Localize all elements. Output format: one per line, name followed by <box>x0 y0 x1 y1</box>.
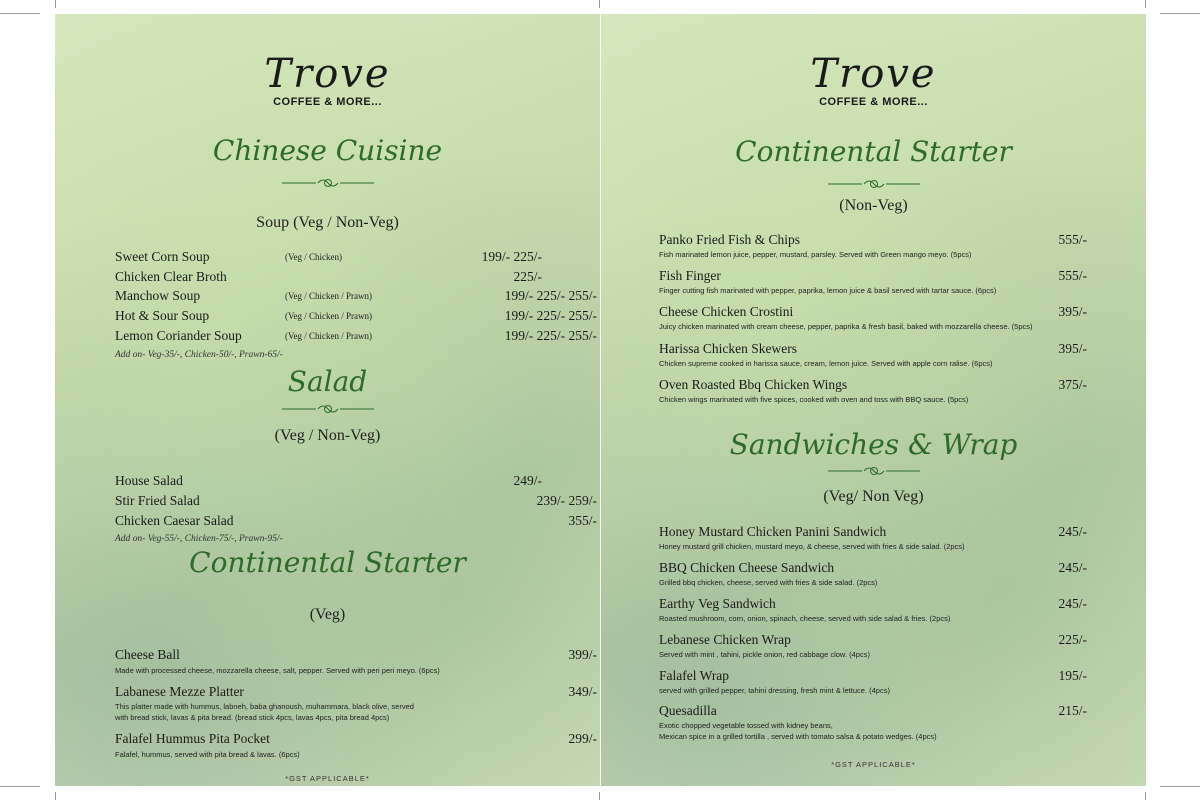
menu-item-name: Cheese Ball <box>115 647 180 662</box>
crop-mark <box>1160 786 1200 787</box>
menu-item-description: Juicy chicken marinated with cream cheese, pepper, paprika & fresh basil, baked with mozzarella cheese. (5pcs) <box>659 322 1033 331</box>
menu-item-price: 245/- <box>1058 524 1087 539</box>
section-heading-continental-veg: Continental Starter <box>189 546 466 579</box>
menu-item-description: Finger cutting fish marinated with pepper, paprika, lemon juice & basil served with tartar sauce. (6pcs) <box>659 286 997 295</box>
menu-item-price: 199/- 225/- 255/- <box>504 308 597 323</box>
crop-mark <box>599 0 600 8</box>
menu-item-description: This platter made with hummus, labneh, baba ghanoush, muhammara, black olive, served <box>115 702 414 711</box>
menu-item-description: Falafel, hummus, served with pita bread & lavas. (6pcs) <box>115 750 300 759</box>
menu-item-options: (Veg / Chicken / Prawn) <box>285 291 372 301</box>
crop-mark <box>55 0 56 8</box>
menu-item-name: Oven Roasted Bbq Chicken Wings <box>659 377 848 392</box>
menu-item-description: Grilled bbq chicken, cheese, served with fries & side salad. (2pcs) <box>659 578 878 587</box>
menu-item-description: Exotic chopped vegetable tossed with kidney beans, <box>659 721 833 730</box>
menu-item-description: Fish marinated lemon juice, pepper, mustard, parsley. Served with Green mango meyo. (5pcs) <box>659 250 972 259</box>
menu-item-price: 399/- <box>568 647 597 662</box>
menu-item-description: served with grilled pepper, tahini dressing, fresh mint & lettuce. (4pcs) <box>659 686 890 695</box>
menu-item-description: Mexican spice in a grilled tortilla , served with tomato salsa & potato wedges. (4pcs) <box>659 732 937 741</box>
menu-item-description: Made with processed cheese, mozzarella cheese, salt, pepper. Served with peri peri meyo. (6pcs) <box>115 666 440 675</box>
menu-item-name: Hot & Sour Soup <box>115 308 210 323</box>
crop-mark <box>55 792 56 800</box>
menu-item-price: 225/- <box>1058 632 1087 647</box>
menu-item-price: 199/- 225/- 255/- <box>504 328 597 343</box>
crop-mark <box>0 13 40 14</box>
continental-nonveg-subheading: (Non-Veg) <box>839 197 908 214</box>
menu-item-name: BBQ Chicken Cheese Sandwich <box>659 560 835 575</box>
menu-item-price: 199/- 225/- <box>481 249 542 264</box>
menu-item-name: Quesadilla <box>659 703 717 718</box>
section-heading-continental-nonveg: Continental Starter <box>735 135 1012 168</box>
menu-item-description: Roasted mushroom, corn, onion, spinach, cheese, served with side salad & fries. (2pcs) <box>659 614 951 623</box>
soup-subheading: Soup (Veg / Non-Veg) <box>256 214 399 231</box>
menu-item-options: (Veg / Chicken) <box>285 252 342 262</box>
salad-subheading: (Veg / Non-Veg) <box>274 427 381 444</box>
menu-item-name: Labanese Mezze Platter <box>115 684 244 699</box>
menu-item-price: 299/- <box>568 731 597 746</box>
menu-item-name: Fish Finger <box>659 268 721 283</box>
logo-wordmark: Trove <box>264 51 391 97</box>
menu-item-name: Panko Fried Fish & Chips <box>659 232 801 247</box>
menu-page-right <box>601 14 1146 786</box>
menu-item-price: 395/- <box>1058 304 1087 319</box>
menu-item-name: Falafel Hummus Pita Pocket <box>115 731 270 746</box>
menu-item-price: 355/- <box>568 513 597 528</box>
menu-item-name: Lemon Coriander Soup <box>115 328 242 343</box>
menu-page-left <box>55 14 600 786</box>
addon-note: Add on- Veg-35/-, Chicken-50/-, Prawn-65/- <box>115 350 283 360</box>
menu-item-price: 555/- <box>1058 232 1087 247</box>
menu-item-options: (Veg / Chicken / Prawn) <box>285 311 372 321</box>
section-heading-salad: Salad <box>287 365 368 398</box>
menu-item-name: Earthy Veg Sandwich <box>659 596 776 611</box>
menu-item-name: Stir Fried Salad <box>115 493 200 508</box>
menu-item-price: 199/- 225/- 255/- <box>504 288 597 303</box>
crop-mark <box>1160 13 1200 14</box>
gst-footer: *GST APPLICABLE* <box>285 774 370 783</box>
ornament-divider-icon <box>826 465 922 477</box>
menu-item-price: 245/- <box>1058 596 1087 611</box>
menu-item-price: 249/- <box>513 473 542 488</box>
menu-item-name: House Salad <box>115 473 183 488</box>
sandwiches-subheading: (Veg/ Non Veg) <box>823 488 924 505</box>
menu-item-description: Honey mustard grill chicken, mustard meyo, & cheese, served with fries & side salad. (2pcs) <box>659 542 965 551</box>
logo-tagline: COFFEE & MORE... <box>273 96 382 108</box>
logo-wordmark: Trove <box>810 51 937 97</box>
menu-item-price: 225/- <box>513 269 542 284</box>
addon-note: Add on- Veg-55/-, Chicken-75/-, Prawn-95/- <box>115 534 283 544</box>
menu-item-price: 245/- <box>1058 560 1087 575</box>
menu-item-name: Chicken Caesar Salad <box>115 513 234 528</box>
menu-item-price: 195/- <box>1058 668 1087 683</box>
menu-item-description: Chicken supreme cooked in harissa sauce, cream, lemon juice. Served with apple corn ralise. (6pcs) <box>659 359 993 368</box>
crop-mark <box>599 792 600 800</box>
menu-item-name: Harissa Chicken Skewers <box>659 341 797 356</box>
menu-item-price: 215/- <box>1058 703 1087 718</box>
ornament-divider-icon <box>280 177 376 189</box>
crop-mark <box>1145 0 1146 8</box>
crop-mark <box>0 786 40 787</box>
menu-item-name: Cheese Chicken Crostini <box>659 304 794 319</box>
menu-item-options: (Veg / Chicken / Prawn) <box>285 331 372 341</box>
menu-item-name: Lebanese Chicken Wrap <box>659 632 791 647</box>
ornament-divider-icon <box>280 403 376 415</box>
gst-footer: *GST APPLICABLE* <box>831 760 916 769</box>
logo-tagline: COFFEE & MORE... <box>819 96 928 108</box>
section-heading-chinese: Chinese Cuisine <box>212 134 443 167</box>
menu-item-price: 239/- 259/- <box>536 493 597 508</box>
menu-item-price: 395/- <box>1058 341 1087 356</box>
crop-mark <box>1145 792 1146 800</box>
menu-item-price: 375/- <box>1058 377 1087 392</box>
menu-item-description: with bread stick, lavas & pita bread. (bread stick 4pcs, lavas 4pcs, pita bread 4pcs) <box>115 713 390 722</box>
menu-item-name: Manchow Soup <box>115 288 201 303</box>
menu-item-name: Chicken Clear Broth <box>115 269 227 284</box>
menu-item-name: Honey Mustard Chicken Panini Sandwich <box>659 524 887 539</box>
logo <box>55 51 600 108</box>
menu-item-description: Chicken wings marinated with five spices, cooked with oven and toss with BBQ sauce. (5pcs) <box>659 395 969 404</box>
menu-item-description: Served with mint , tahini, pickle onion, red cabbage clow. (4pcs) <box>659 650 870 659</box>
menu-item-price: 349/- <box>568 684 597 699</box>
section-heading-sandwiches: Sandwiches & Wrap <box>729 428 1018 461</box>
logo <box>601 51 1146 108</box>
menu-item-name: Falafel Wrap <box>659 668 730 683</box>
ornament-divider-icon <box>826 178 922 190</box>
continental-veg-subheading: (Veg) <box>309 606 346 623</box>
menu-item-name: Sweet Corn Soup <box>115 249 210 264</box>
menu-item-price: 555/- <box>1058 268 1087 283</box>
